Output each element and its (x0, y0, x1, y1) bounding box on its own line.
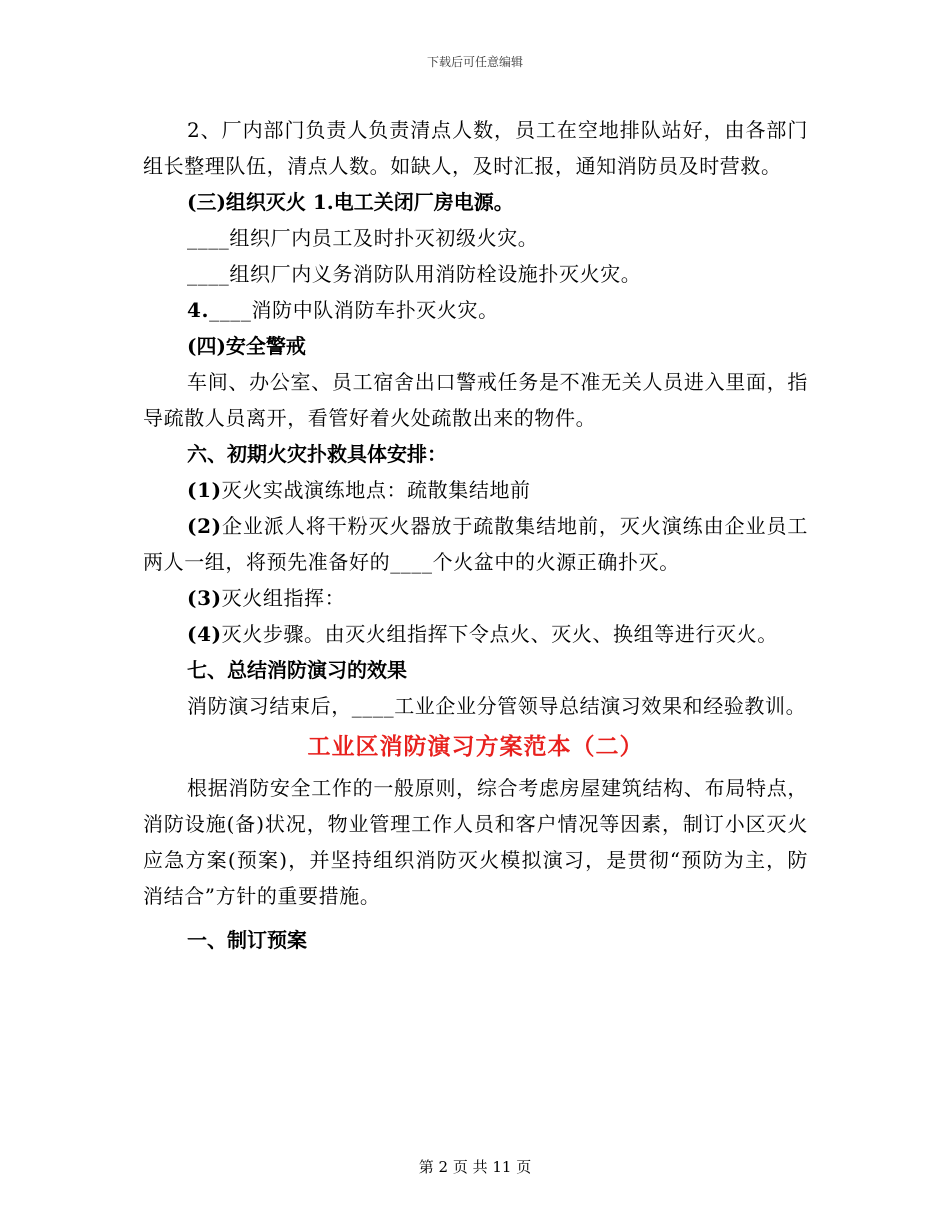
item-commander-text: 灭火组指挥： (221, 586, 346, 610)
heading-security-cordon: (四)安全警戒 (187, 334, 306, 358)
item-drill-location-number: (1) (187, 478, 222, 502)
page-footer: 第 2 页 共 11 页 (418, 1158, 532, 1176)
item-steps-text: 灭火步骤。由灭火组指挥下令点火、灭火、换组等进行灭火。 (221, 622, 778, 646)
item-extinguisher-number: (2) (187, 514, 222, 538)
document-body (143, 112, 808, 958)
paragraph-cordon-task: 车间、办公室、员工宿舍出口警戒任务是不准无关人员进入里面，指导疏散人员离开，看管好着火处疏散出来的物件。 (143, 370, 808, 430)
item-extinguisher-text: 企业派人将干粉灭火器放于疏散集结地前，灭火演练由企业员工两人一组，将预先准备好的____个火盆中的火源正确扑灭。 (143, 514, 808, 574)
item-commander-number: (3) (187, 586, 222, 610)
item-steps-number: (4) (187, 622, 222, 646)
item-drill-location (143, 472, 808, 508)
header-note: 下载后可任意编辑 (426, 55, 523, 69)
heading-initial-fire-plan: 六、初期火灾扑救具体安排： (187, 442, 447, 466)
line-fire-truck (143, 292, 808, 328)
item-commander (143, 580, 808, 616)
item-drill-location-text: 灭火实战演练地点：疏散集结地前 (221, 478, 531, 502)
heading-make-plan: 一、制订预案 (187, 928, 307, 952)
line-fire-truck-number: 4. (187, 298, 210, 322)
paragraph-roll-call: 2、厂内部门负责人负责清点人数，员工在空地排队站好，由各部门组长整理队伍，清点人数。如缺人，及时汇报，通知消防员及时营救。 (143, 118, 808, 178)
line-fire-truck-text: ____消防中队消防车扑灭火灾。 (209, 298, 499, 322)
heading-organize-firefighting: (三)组织灭火 1.电工关闭厂房电源。 (187, 190, 514, 214)
heading-summary: 七、总结消防演习的效果 (187, 658, 407, 682)
section-title: 工业区消防演习方案范本（二） (307, 733, 644, 760)
item-steps (143, 616, 808, 652)
line-staff-extinguish: ____组织厂内员工及时扑灭初级火灾。 (187, 226, 539, 250)
paragraph-intro: 根据消防安全工作的一般原则，综合考虑房屋建筑结构、布局特点，消防设施(备)状况，物业管理工作人员和客户情况等因素，制订小区灭火应急方案(预案)，并坚持组织消防灭火模拟演习，是贯彻“预防为主，防消结合”方针的重要措施。 (143, 776, 808, 908)
paragraph-summary: 消防演习结束后，____工业企业分管领导总结演习效果和经验教训。 (187, 694, 807, 718)
item-extinguisher-placement (143, 508, 808, 580)
line-volunteer-hydrant: ____组织厂内义务消防队用消防栓设施扑灭火灾。 (187, 262, 642, 286)
